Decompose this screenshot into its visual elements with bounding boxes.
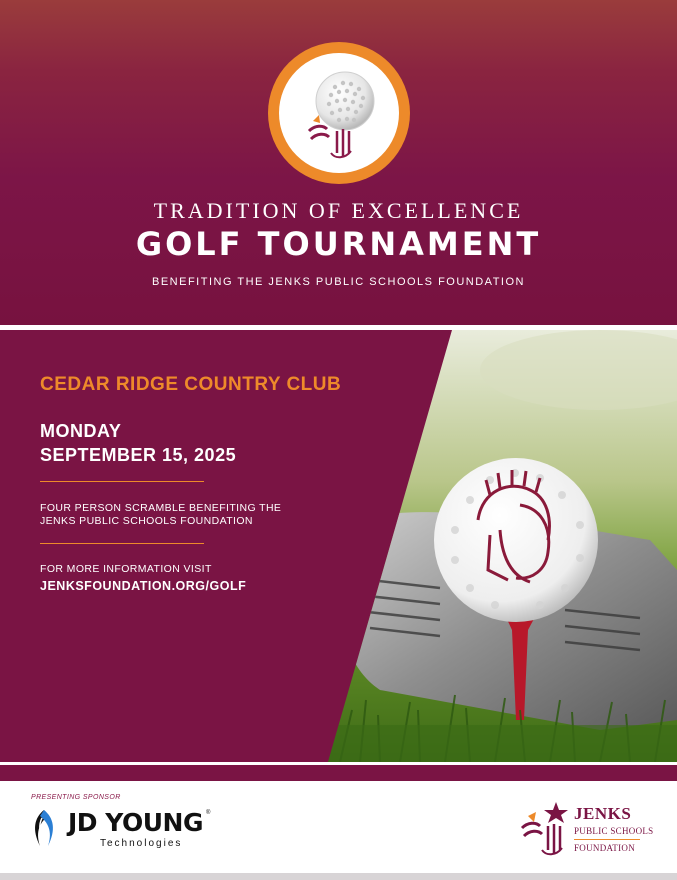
divider-orange-2 (40, 543, 204, 544)
bottom-band (0, 873, 677, 880)
website-link[interactable]: JENKSFOUNDATION.ORG/GOLF (40, 579, 247, 593)
event-section (0, 330, 677, 762)
foundation-line-2: PUBLIC SCHOOLS (574, 826, 654, 836)
jenks-foundation-logo-icon (518, 800, 572, 856)
foundation-rule (574, 839, 640, 840)
header-band (0, 0, 677, 325)
presenting-sponsor-label: PRESENTING SPONSOR (31, 794, 121, 801)
foundation-line-3: FOUNDATION (574, 843, 635, 853)
event-date: SEPTEMBER 15, 2025 (40, 445, 237, 465)
title-tradition: TRADITION OF EXCELLENCE (153, 198, 524, 223)
title-golf-tournament: GOLF TOURNAMENT (135, 225, 542, 263)
maroon-strip (0, 765, 677, 781)
sponsor-name: JD YOUNG (68, 808, 203, 837)
sponsor-registered-mark: ® (206, 810, 211, 816)
jd-young-logo-icon (30, 808, 58, 848)
foundation-name: JENKS (574, 804, 632, 823)
divider-top (0, 325, 677, 328)
tournament-logo (268, 42, 410, 184)
format-line-2: JENKS PUBLIC SCHOOLS FOUNDATION (40, 515, 253, 527)
divider-orange-1 (40, 481, 204, 482)
sponsor-subtitle: Technologies (100, 838, 183, 849)
golf-ball-logo-icon (279, 53, 399, 173)
title-benefiting: BENEFITING THE JENKS PUBLIC SCHOOLS FOUNDATION (152, 276, 525, 288)
venue-name: CEDAR RIDGE COUNTRY CLUB (40, 374, 342, 395)
event-day: MONDAY (40, 421, 122, 441)
format-line-1: FOUR PERSON SCRAMBLE BENEFITING THE (40, 502, 282, 514)
info-label: FOR MORE INFORMATION VISIT (40, 563, 212, 575)
